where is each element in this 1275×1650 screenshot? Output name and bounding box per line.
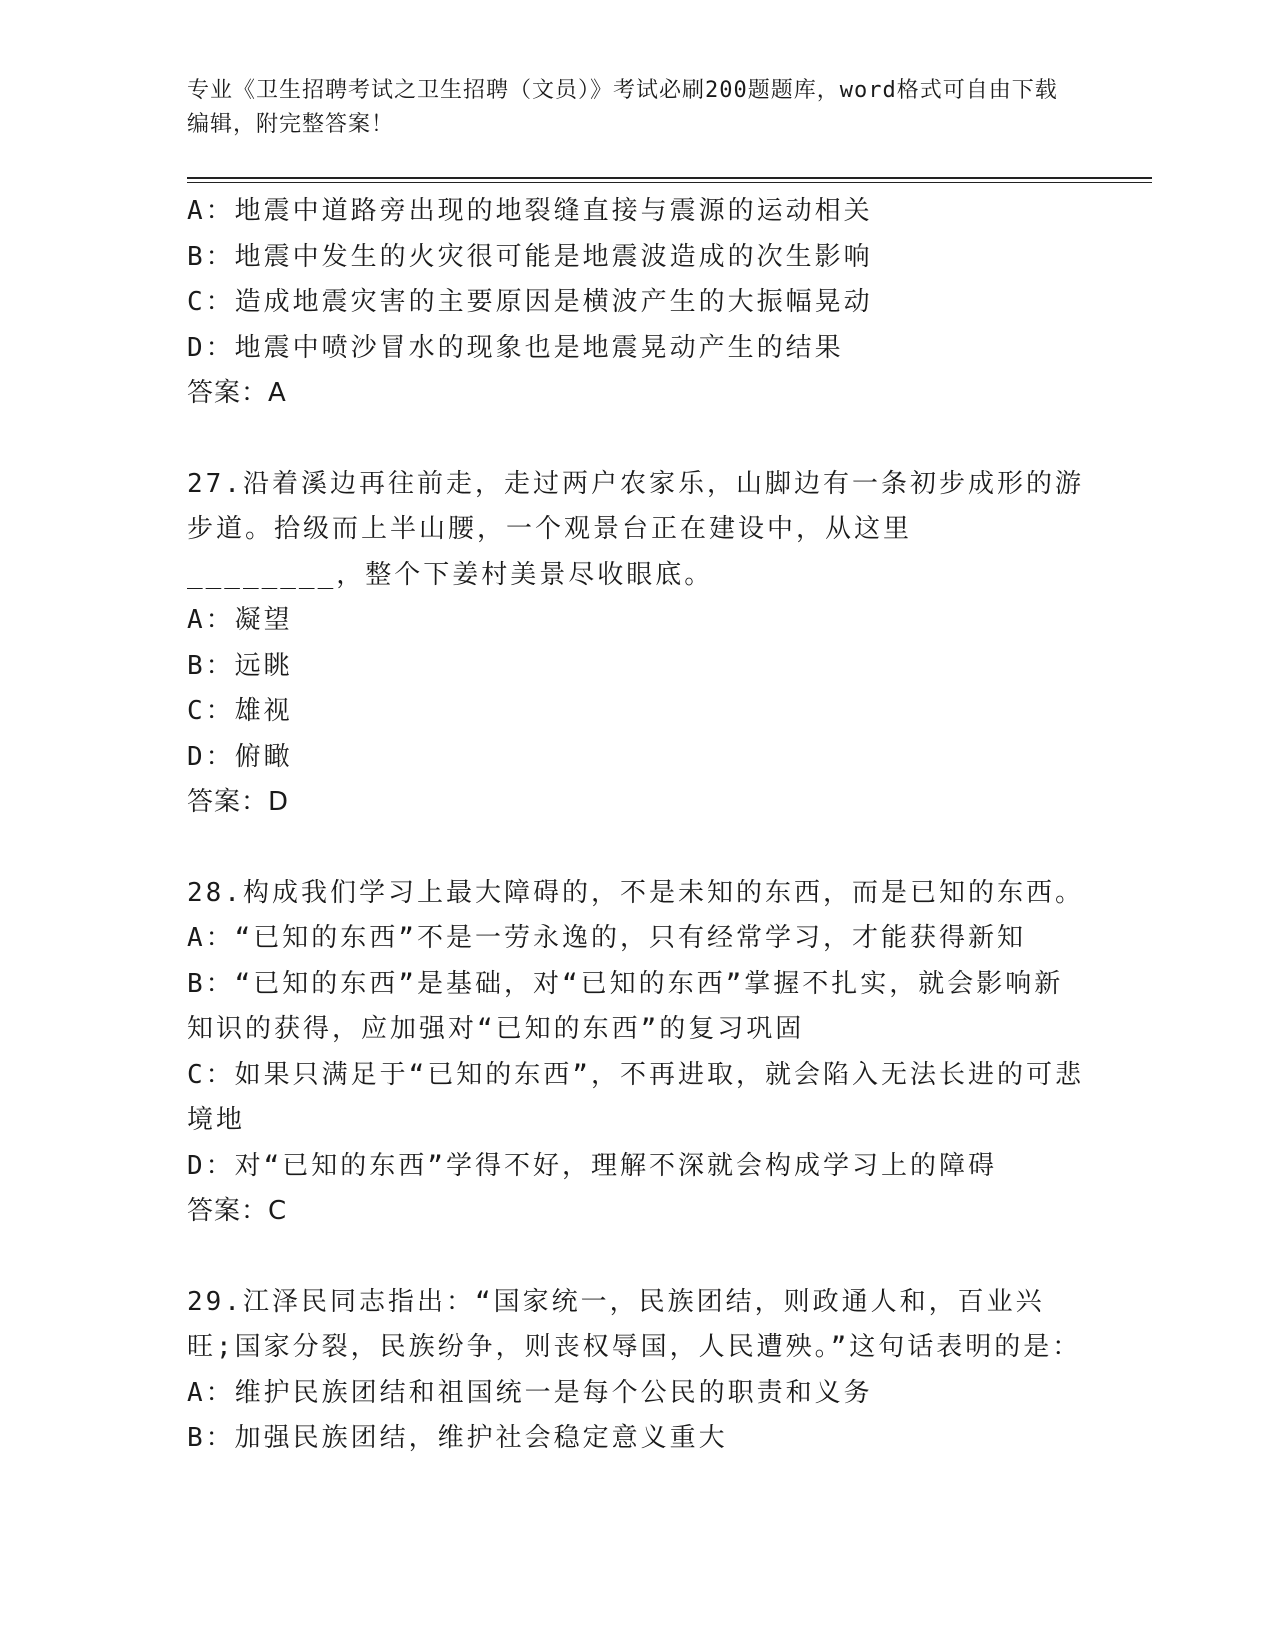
option-a: A：地震中道路旁出现的地裂缝直接与震源的运动相关 <box>187 196 873 226</box>
option-d: D：地震中喷沙冒水的现象也是地震晃动产生的结果 <box>187 332 844 363</box>
option-a: A：“已知的东西”不是一劳永逸的，只有经常学习，才能获得新知 <box>187 923 1026 953</box>
option-a: A：凝望 <box>187 605 293 635</box>
header-title: 专业《卫生招聘考试之卫生招聘（文员）》考试必刷200题题库，word格式可自由下载编辑，附完整答案！ <box>187 78 1058 137</box>
question-stem: 29.江泽民同志指出：“国家统一，民族团结，则政通人和，百业兴旺;国家分裂，民族纷争，则丧权辱国，人民遭殃。”这句话表明的是： <box>187 1286 1082 1362</box>
option-b: B：远眺 <box>187 650 293 681</box>
option-a: A：维护民族团结和祖国统一是每个公民的职责和义务 <box>187 1377 873 1408</box>
question-block-28 <box>187 871 1087 1235</box>
option-c: C：雄视 <box>187 696 293 726</box>
option-d: D：对“已知的东西”学得不好，理解不深就会构成学习上的障碍 <box>187 1150 997 1181</box>
option-b: B：加强民族团结，维护社会稳定意义重大 <box>187 1423 728 1453</box>
option-d: D：俯瞰 <box>187 741 293 772</box>
question-list <box>187 189 1087 1462</box>
answer-line: 答案：D <box>187 787 290 817</box>
answer-line: 答案：A <box>187 378 287 408</box>
answer-line: 答案：C <box>187 1196 288 1226</box>
question-block-27 <box>187 462 1087 826</box>
option-b: B：“已知的东西”是基础，对“已知的东西”掌握不扎实，就会影响新知识的获得，应加强对“已知的东西”的复习巩固 <box>187 968 1064 1044</box>
option-c: C：如果只满足于“已知的东西”，不再进取，就会陷入无法长进的可悲境地 <box>187 1059 1084 1135</box>
question-block-29 <box>187 1280 1087 1462</box>
question-stem: 27.沿着溪边再往前走，走过两户农家乐，山脚边有一条初步成形的游步道。拾级而上半山腰，一个观景台正在建设中，从这里________，整个下姜村美景尽收眼底。 <box>187 468 1084 590</box>
header-divider-thin <box>187 182 1152 183</box>
question-block-26 <box>187 189 1087 417</box>
header-divider-thick <box>187 177 1152 179</box>
document-header <box>187 74 1067 142</box>
option-b: B：地震中发生的火灾很可能是地震波造成的次生影响 <box>187 241 873 272</box>
option-c: C：造成地震灾害的主要原因是横波产生的大振幅晃动 <box>187 287 873 317</box>
question-stem: 28.构成我们学习上最大障碍的，不是未知的东西，而是已知的东西。 <box>187 877 1084 908</box>
